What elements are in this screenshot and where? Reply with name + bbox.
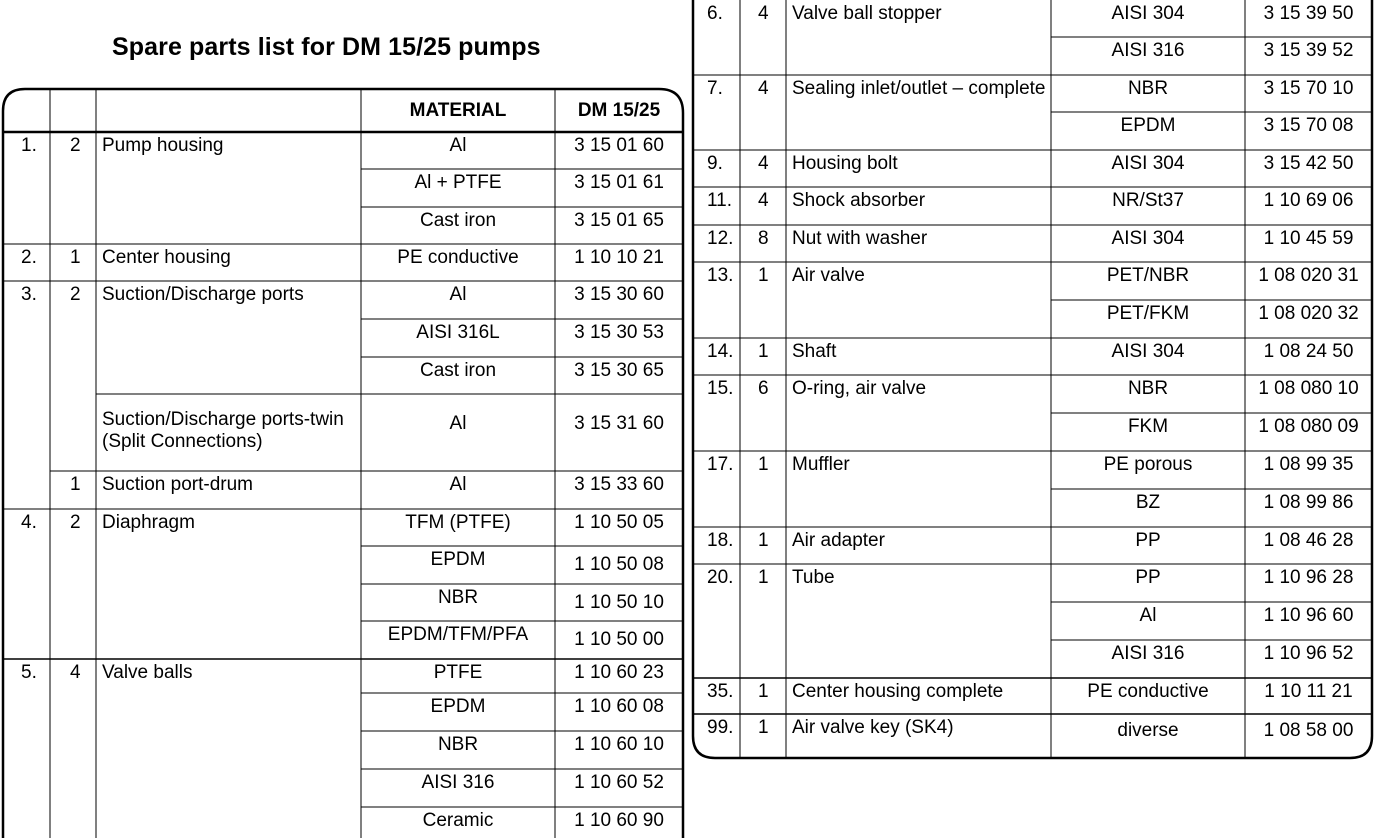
page-title: Spare parts list for DM 15/25 pumps — [112, 33, 541, 61]
material-cell: AISI 304 — [1111, 228, 1185, 249]
row-position — [3, 471, 50, 509]
material-cell: PET/FKM — [1106, 303, 1190, 324]
material-cell: NR/St37 — [1112, 190, 1184, 211]
row-description: Air valve — [792, 265, 865, 286]
part-number-cell: 3 15 30 65 — [574, 360, 664, 381]
part-number-cell: 1 08 58 00 — [1263, 720, 1354, 741]
row-quantity: 4 — [758, 78, 769, 99]
row-quantity: 8 — [758, 228, 769, 249]
row-quantity: 1 — [758, 341, 769, 362]
row-quantity: 1 — [758, 530, 769, 551]
row-quantity: 1 — [758, 717, 769, 738]
material-cell: Al — [449, 474, 467, 495]
row-position: 35. — [707, 681, 734, 702]
row-quantity: 2 — [70, 284, 81, 305]
material-cell: AISI 316L — [416, 322, 500, 343]
row-quantity: 4 — [758, 190, 769, 211]
part-number-cell: 3 15 70 10 — [1263, 78, 1354, 99]
row-description: Suction port-drum — [102, 474, 254, 495]
part-number-cell: 1 10 96 28 — [1263, 567, 1354, 588]
part-number-cell: 3 15 70 08 — [1263, 115, 1354, 136]
row-position: 17. — [707, 454, 734, 475]
part-number-cell: 1 08 46 28 — [1263, 530, 1354, 551]
part-number-cell: 1 10 10 21 — [574, 247, 664, 268]
row-description: Shaft — [792, 341, 837, 362]
row-position: 7. — [707, 78, 723, 99]
row-position — [3, 394, 50, 471]
row-position: 11. — [707, 190, 733, 211]
material-cell: NBR — [1127, 78, 1169, 99]
material-cell: NBR — [437, 587, 479, 608]
row-quantity: 6 — [758, 378, 769, 399]
part-number-cell: 1 10 50 08 — [574, 554, 664, 575]
row-quantity — [50, 394, 96, 471]
material-cell: AISI 316 — [1111, 643, 1185, 664]
row-position: 18. — [707, 530, 734, 551]
part-number-cell: 1 10 60 08 — [574, 696, 664, 717]
material-cell: PTFE — [433, 662, 483, 683]
material-cell: NBR — [1127, 378, 1169, 399]
row-description: O-ring, air valve — [792, 378, 927, 399]
material-cell: EPDM — [1120, 115, 1176, 136]
part-number-cell: 1 10 50 00 — [574, 629, 664, 650]
material-cell: PE conductive — [1087, 681, 1209, 702]
row-description: Air adapter — [792, 530, 885, 551]
part-number-cell: 1 10 60 52 — [574, 772, 664, 793]
row-quantity: 4 — [758, 3, 769, 24]
part-number-cell: 1 08 24 50 — [1263, 341, 1354, 362]
header-material: MATERIAL — [409, 100, 507, 121]
material-cell: Al — [449, 135, 467, 156]
part-number-cell: 1 10 60 10 — [574, 734, 664, 755]
part-number-cell: 1 08 080 10 — [1258, 378, 1359, 399]
material-cell: TFM (PTFE) — [405, 512, 511, 533]
part-number-cell: 1 10 60 90 — [574, 810, 664, 831]
row-position: 2. — [21, 247, 37, 268]
part-number-cell: 3 15 30 53 — [574, 322, 664, 343]
row-quantity: 1 — [758, 265, 769, 286]
part-number-cell: 3 15 39 52 — [1263, 40, 1354, 61]
row-description: Sealing inlet/outlet – complete — [792, 78, 1046, 99]
part-number-cell: 1 08 020 31 — [1258, 265, 1359, 286]
material-cell: Cast iron — [419, 360, 497, 381]
part-number-cell: 1 10 45 59 — [1263, 228, 1354, 249]
material-cell: NBR — [437, 734, 479, 755]
material-cell: diverse — [1117, 720, 1179, 741]
row-description: Shock absorber — [792, 190, 926, 211]
part-number-cell: 3 15 42 50 — [1263, 153, 1354, 174]
material-cell: EPDM/TFM/PFA — [387, 624, 529, 645]
part-number-cell: 1 10 50 05 — [574, 512, 664, 533]
material-cell: AISI 316 — [1111, 40, 1185, 61]
material-cell: BZ — [1135, 492, 1161, 513]
header-code: DM 15/25 — [577, 100, 661, 121]
row-description: Muffler — [792, 454, 850, 475]
row-description: Air valve key (SK4) — [792, 717, 954, 738]
row-quantity: 1 — [70, 474, 81, 495]
row-description: Valve balls — [102, 662, 193, 683]
row-quantity: 4 — [70, 662, 81, 683]
part-number-cell: 1 08 080 09 — [1258, 416, 1359, 437]
row-description: Center housing — [102, 247, 231, 268]
material-cell: Al — [1139, 605, 1157, 626]
material-cell: PP — [1135, 567, 1161, 588]
part-number-cell: 3 15 31 60 — [574, 413, 664, 434]
material-cell: Al + PTFE — [414, 172, 502, 193]
material-cell: Al — [449, 284, 467, 305]
row-quantity: 1 — [70, 247, 81, 268]
row-description: Nut with washer — [792, 228, 928, 249]
row-quantity: 1 — [758, 681, 769, 702]
part-number-cell: 3 15 30 60 — [574, 284, 664, 305]
part-number-cell: 1 08 99 86 — [1263, 492, 1354, 513]
row-position: 12. — [707, 228, 734, 249]
row-description: Pump housing — [102, 135, 224, 156]
material-cell: FKM — [1127, 416, 1169, 437]
part-number-cell: 1 10 50 10 — [574, 592, 664, 613]
part-number-cell: 1 10 96 60 — [1263, 605, 1354, 626]
row-description: Valve ball stopper — [792, 3, 942, 24]
row-description: Suction/Discharge ports-twin (Split Connections) — [102, 409, 344, 452]
part-number-cell: 1 08 020 32 — [1258, 303, 1359, 324]
part-number-cell: 1 10 69 06 — [1263, 190, 1354, 211]
material-cell: AISI 304 — [1111, 341, 1185, 362]
part-number-cell: 1 08 99 35 — [1263, 454, 1354, 475]
material-cell: PE conductive — [397, 247, 519, 268]
row-description: Center housing complete — [792, 681, 1004, 702]
row-position: 99. — [707, 717, 734, 738]
material-cell: AISI 304 — [1111, 153, 1185, 174]
part-number-cell: 3 15 01 60 — [574, 135, 664, 156]
part-number-cell: 3 15 01 61 — [574, 172, 664, 193]
row-position: 14. — [707, 341, 734, 362]
row-quantity: 1 — [758, 454, 769, 475]
part-number-cell: 3 15 33 60 — [574, 474, 664, 495]
row-description: Diaphragm — [102, 512, 195, 533]
row-quantity: 1 — [758, 567, 769, 588]
row-description: Suction/Discharge ports — [102, 284, 304, 305]
material-cell: AISI 304 — [1111, 3, 1185, 24]
material-cell: EPDM — [430, 549, 486, 570]
material-cell: Ceramic — [422, 810, 494, 831]
row-quantity: 2 — [70, 135, 81, 156]
material-cell: Cast iron — [419, 210, 497, 231]
row-description: Housing bolt — [792, 153, 898, 174]
row-description: Tube — [792, 567, 835, 588]
row-position: 9. — [707, 153, 723, 174]
row-quantity: 2 — [70, 512, 81, 533]
material-cell: PET/NBR — [1106, 265, 1190, 286]
material-cell: PP — [1135, 530, 1161, 551]
row-position: 6. — [707, 3, 723, 24]
part-number-cell: 1 10 96 52 — [1263, 643, 1354, 664]
row-position: 15. — [707, 378, 734, 399]
part-number-cell: 1 10 60 23 — [574, 662, 664, 683]
row-quantity: 4 — [758, 153, 769, 174]
row-position: 4. — [21, 512, 37, 533]
material-cell: Al — [449, 413, 467, 434]
row-position: 3. — [21, 284, 37, 305]
row-position: 20. — [707, 567, 734, 588]
part-number-cell: 3 15 39 50 — [1263, 3, 1354, 24]
part-number-cell: 3 15 01 65 — [574, 210, 664, 231]
row-position: 1. — [21, 135, 37, 156]
material-cell: AISI 316 — [421, 772, 495, 793]
part-number-cell: 1 10 11 21 — [1264, 681, 1353, 702]
row-position: 13. — [707, 265, 734, 286]
material-cell: EPDM — [430, 696, 486, 717]
material-cell: PE porous — [1103, 454, 1193, 475]
row-position: 5. — [21, 662, 37, 683]
